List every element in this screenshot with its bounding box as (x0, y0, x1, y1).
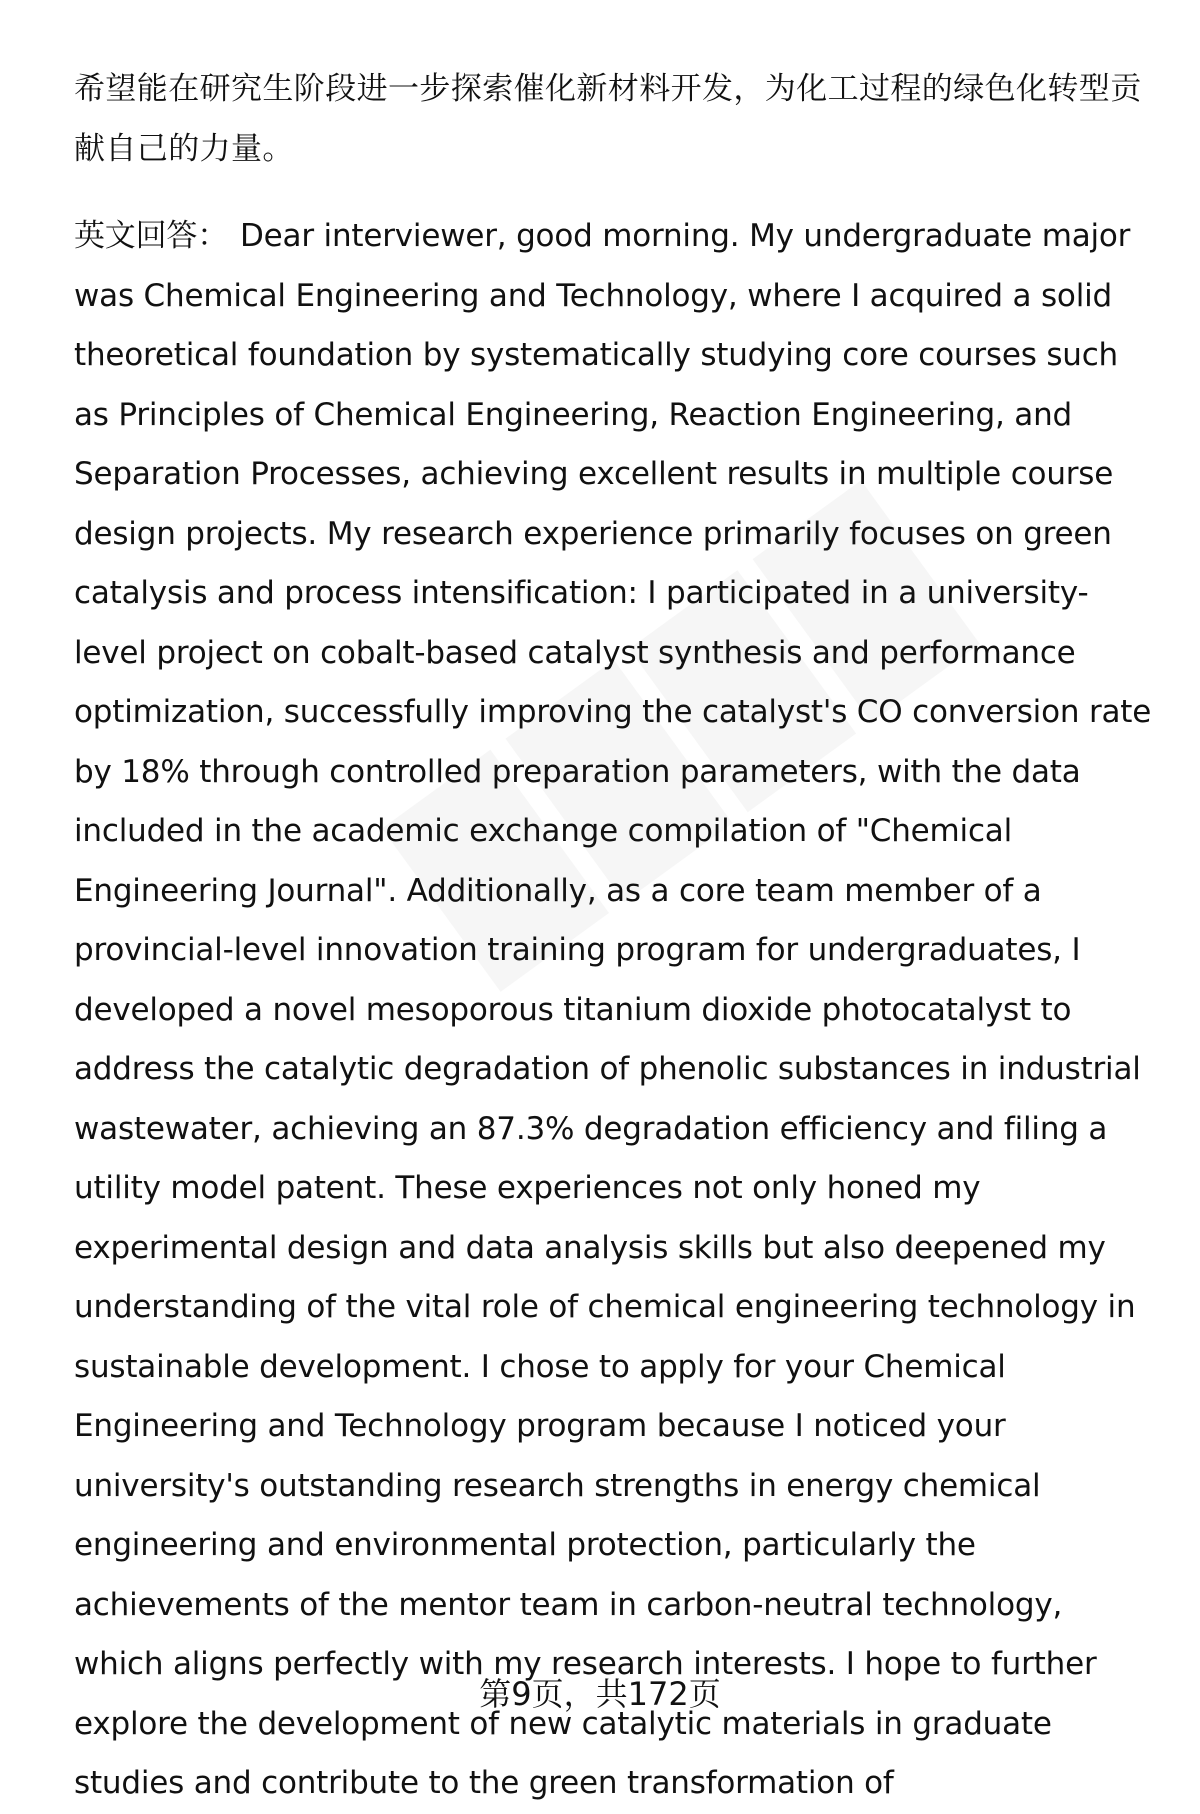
page-number: 第9页，共172页 (479, 1675, 721, 1713)
english-answer-text: Dear interviewer, good morning. My undergraduate major was Chemical Engineering and Technology, where I acquired a solid theoretical foundation by systematically studying core courses such as Principles of Chemical Engineering, Reaction Engineering, and Separation Processes, achieving excellent results in multiple course design projects. My research experience primarily focuses on green catalysis and process intensification: I participated in a university-level project on cobalt-based catalyst synthesis and performance optimization, successfully improving the catalyst's CO conversion rate by 18% through controlled preparation parameters, with the data included in the academic exchange compilation of "Chemical Engineering Journal". Additionally, as a core team member of a provincial-level innovation training program for undergraduates, I developed a novel mesoporous titanium dioxide photocatalyst to address the catalytic degradation of phenolic substances in industrial wastewater, achieving an 87.3% degradation efficiency and filing a utility model patent. These experiences not only honed my experimental design and data analysis skills but also deepened my understanding of the vital role of chemical engineering technology in sustainable development. I chose to apply for your Chemical Engineering and Technology program because I noticed your university's outstanding research strengths in energy chemical engineering and environmental protection, particularly the achievements of the mentor team in carbon-neutral technology, which aligns perfectly with my research interests. I hope to further explore the development of new catalytic materials in graduate studies and contribute to the green transformation of (74, 218, 1152, 1801)
continued-paragraph: 希望能在研究生阶段进一步探索催化新材料开发，为化工过程的绿色化转型贡献自己的力量。 (74, 71, 1142, 167)
document-content (74, 60, 1159, 1814)
english-answer-paragraph (74, 207, 1159, 1814)
english-answer-label: 英文回答： (74, 218, 228, 254)
